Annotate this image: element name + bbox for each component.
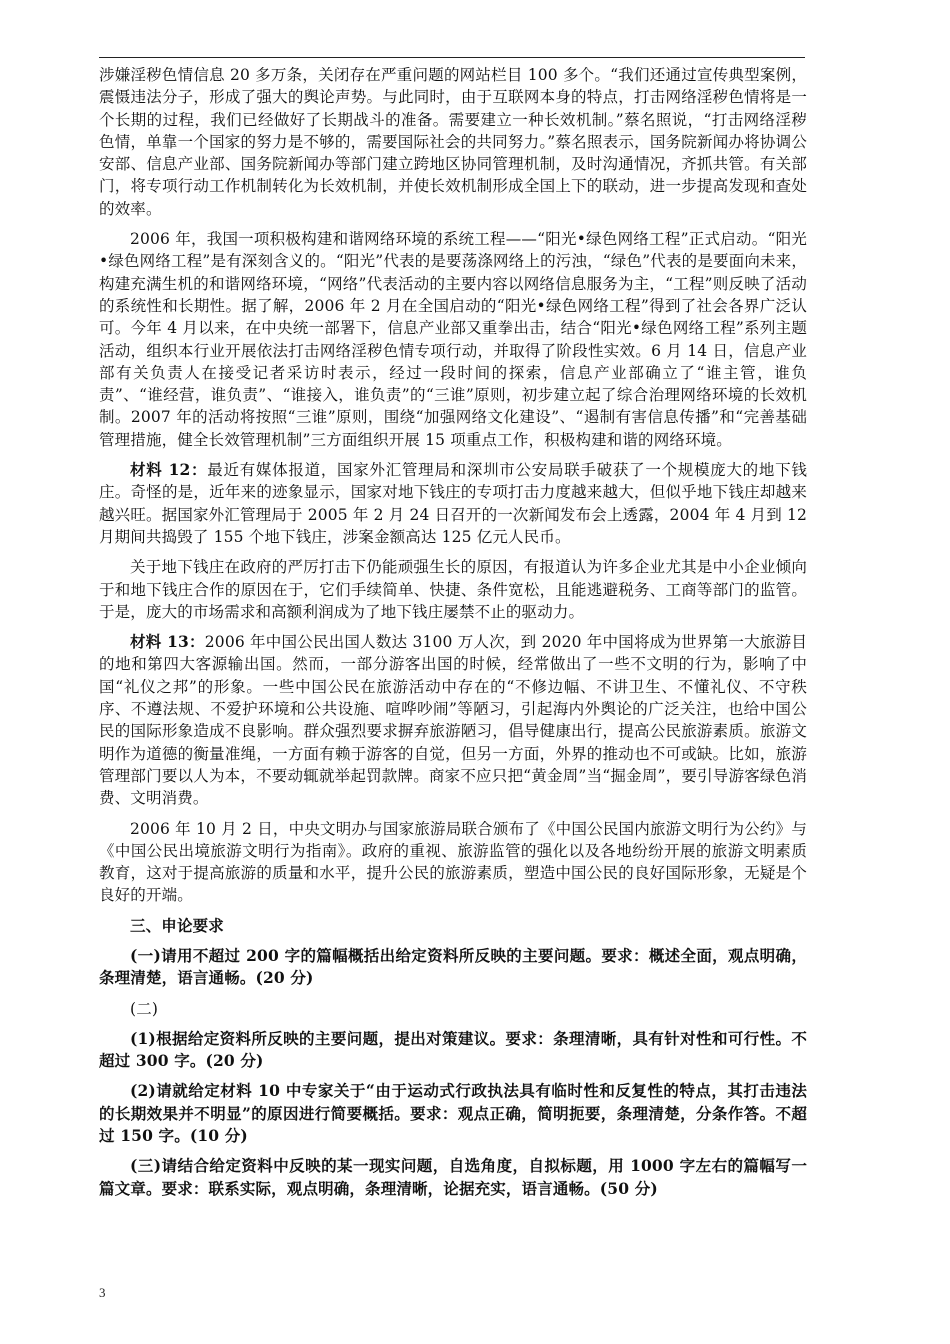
material-12-label: 材料 12： <box>130 460 208 480</box>
paragraph-text: 2006 年，我国一项积极构建和谐网络环境的系统工程——“阳光•绿色网络工程”正式启动。“阳光•绿色网络工程”是有深刻含义的。“阳光”代表的是要荡涤网络上的污浊，“绿色”代表的是要面向未来，构建充满生机的和谐网络环境，“网络”代表活动的主要内容以网络信息服务为主，“工程”则反映了活动的系统性和长期性。据了解，2006 年 2 月在全国启动的“阳光•绿色网络工程”得到了社会各界广泛认可。今年 4 月以来，在中央统一部署下，信息产业部又重拳出击，结合“阳光•绿色网络工程”系列主题活动，组织本行业开展依法打击网络淫秽色情专项行动，并取得了阶段性实效。6 月 14 日，信息产业部有关负责人在接受记者采访时表示，经过一段时间的探索，信息产业部确立了“谁主管，谁负责”、“谁经营，谁负责”、“谁接入，谁负责”的“三谁”原则，初步建立起了综合治理网络环境的长效机制。2007 年的活动将按照“三谁”原则，围绕“加强网络文化建设”、“遏制有害信息传播”和“完善基础管理措施，健全长效管理机制”三方面组织开展 15 项重点工作，积极构建和谐的网络环境。 <box>99 230 807 449</box>
paragraph-text: 关于地下钱庄在政府的严厉打击下仍能顽强生长的原因，有报道认为许多企业尤其是中小企业倾向于和地下钱庄合作的原因在于，它们手续简单、快捷、条件宽松，且能逃避税务、工商等部门的监管。于是，庞大的市场需求和高额利润成为了地下钱庄屡禁不止的驱动力。 <box>99 558 807 621</box>
paragraph-material-13 <box>99 631 807 809</box>
requirement-3: (三)请结合给定资料中反映的某一现实问题，自选角度，自拟标题，用 1000 字左右的篇幅写一篇文章。要求：联系实际，观点明确，条理清晰，论据充实，语言通畅。(50 分) <box>99 1156 807 1198</box>
requirement-2-2: (2)请就给定材料 10 中专家关于“由于运动式行政执法具有临时性和反复性的特点，其打击违法的长期效果并不明显”的原因进行简要概括。要求：观点正确，简明扼要，条理清楚，分条作答。不超过 150 字。(10 分) <box>99 1081 807 1146</box>
material-13-label: 材料 13： <box>130 632 205 652</box>
paragraph-text: 最近有媒体报道，国家外汇管理局和深圳市公安局联手破获了一个规模庞大的地下钱庄。奇怪的是，近年来的迹象显示，国家对地下钱庄的专项打击力度越来越大，但似乎地下钱庄却越来越兴旺。据国家外汇管理局于 2005 年 2 月 24 日召开的一次新闻发布会上透露，2004 年 4 月到 12 月期间共捣毁了 155 个地下钱庄，涉案金额高达 125 亿元人民币。 <box>99 461 807 546</box>
requirement-2-1: (1)根据给定资料所反映的主要问题，提出对策建议。要求：条理清晰，具有针对性和可行性。不超过 300 字。(20 分) <box>99 1028 807 1071</box>
paragraph-material-12 <box>99 459 807 548</box>
paragraph-continuation <box>99 64 807 220</box>
paragraph-underground-bank-causes <box>99 556 807 623</box>
requirement-1: (一)请用不超过 200 字的篇幅概括出给定资料所反映的主要问题。要求：概述全面，观点明确，条理清楚，语言通畅。(20 分) <box>99 945 807 988</box>
requirement-2-header: (二) <box>130 999 159 1018</box>
paragraph-sunshine-green-network <box>99 228 807 451</box>
paragraph-text: 涉嫌淫秽色情信息 20 多万条，关闭存在严重问题的网站栏目 100 多个。“我们还通过宣传典型案例，震慑违法分子，形成了强大的舆论声势。与此同时，由于互联网本身的特点，打击网络淫秽色情将是一个长期的过程，我们已经做好了长期战斗的准备。需要建立一种长效机制。”蔡名照说，“打击网络淫秽色情，单靠一个国家的努力是不够的，需要国际社会的共同努力。”蔡名照表示，国务院新闻办将协调公安部、信息产业部、国务院新闻办等部门建立跨地区协同管理机制，及时沟通情况，齐抓共管。有关部门，将专项行动工作机制转化为长效机制，并使长效机制形成全国上下的联动，进一步提高发现和查处的效率。 <box>99 66 807 218</box>
paragraph-text: 2006 年中国公民出国人数达 3100 万人次，到 2020 年中国将成为世界第一大旅游目的地和第四大客源输出国。然而，一部分游客出国的时候，经常做出了一些不文明的行为，影响了中国“礼仪之邦”的形象。一些中国公民在旅游活动中存在的“不修边幅、不讲卫生、不懂礼仪、不守秩序、不遵法规、不爱护环境和公共设施、喧哗吵闹”等陋习，引起海内外舆论的广泛关注，也给中国公民的国际形象造成不良影响。群众强烈要求摒弃旅游陋习，倡导健康出行，提高公民旅游素质。旅游文明作为道德的衡量准绳，一方面有赖于游客的自觉，但另一方面，外界的推动也不可或缺。比如，旅游管理部门要以人为本，不要动辄就举起罚款牌。商家不应只把“黄金周”当“掘金周”，要引导游客绿色消费、文明消费。 <box>99 633 807 808</box>
paragraph-text: 2006 年 10 月 2 日，中央文明办与国家旅游局联合颁布了《中国公民国内旅游文明行为公约》与《中国公民出境旅游文明行为指南》。政府的重视、旅游监管的强化以及各地纷纷开展的旅游文明素质教育，这对于提高旅游的质量和水平，提升公民的旅游素质，塑造中国公民的良好国际形象，无疑是个良好的开端。 <box>99 819 807 905</box>
document-body <box>99 64 807 1208</box>
paragraph-tourism-convention <box>99 818 807 907</box>
header-rule <box>99 57 805 58</box>
section-heading-requirements: 三、申论要求 <box>130 915 224 935</box>
page-number: 3 <box>99 1285 106 1300</box>
